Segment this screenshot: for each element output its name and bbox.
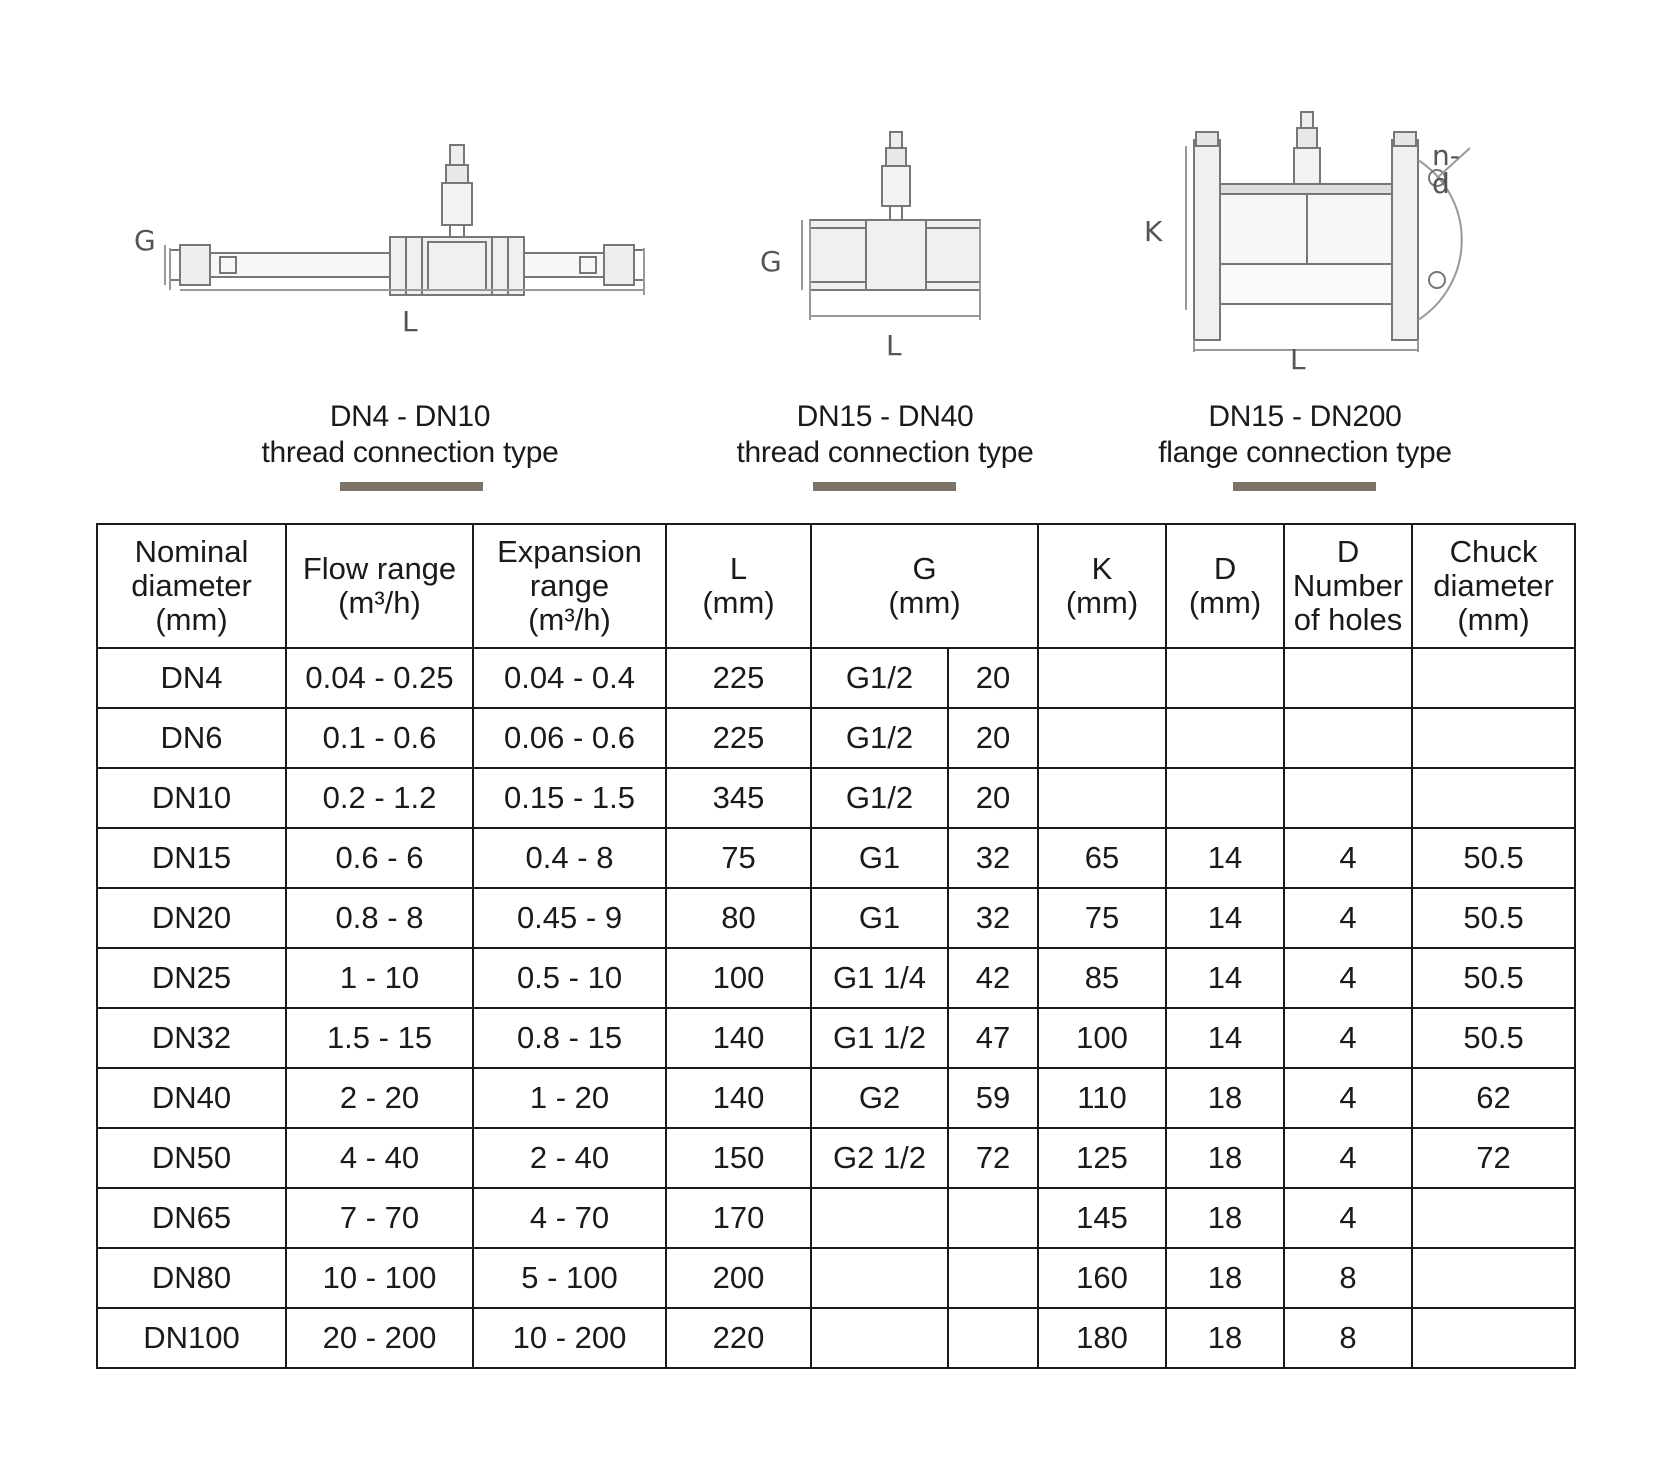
table-row bbox=[97, 648, 1575, 708]
caption-connection-type: flange connection type bbox=[1158, 436, 1452, 469]
cell-number-of-holes: 4 bbox=[1284, 1008, 1412, 1068]
cell-expansion-range: 0.5 - 10 bbox=[473, 948, 666, 1008]
header-nominal-diameter: Nominal diameter (mm) bbox=[97, 524, 286, 648]
cell-length: 200 bbox=[666, 1248, 811, 1308]
cell-thread-mm: 20 bbox=[948, 648, 1038, 708]
cell-nominal-diameter: DN25 bbox=[97, 948, 286, 1008]
cell-k: 145 bbox=[1038, 1188, 1166, 1248]
table-row bbox=[97, 1128, 1575, 1188]
cell-d: 18 bbox=[1166, 1248, 1284, 1308]
header-k: K (mm) bbox=[1038, 524, 1166, 648]
cell-chuck-diameter bbox=[1412, 708, 1575, 768]
cell-number-of-holes: 4 bbox=[1284, 1068, 1412, 1128]
table-row bbox=[97, 1008, 1575, 1068]
cell-thread-mm: 72 bbox=[948, 1128, 1038, 1188]
cell-thread-mm: 20 bbox=[948, 708, 1038, 768]
header-number-of-holes: D Number of holes bbox=[1284, 524, 1412, 648]
cell-flow-range: 1.5 - 15 bbox=[286, 1008, 473, 1068]
cell-k: 180 bbox=[1038, 1308, 1166, 1368]
cell-length: 80 bbox=[666, 888, 811, 948]
cell-nominal-diameter: DN6 bbox=[97, 708, 286, 768]
dimension-l-label: L bbox=[402, 305, 418, 338]
specification-table bbox=[96, 523, 1576, 1369]
cell-flow-range: 0.04 - 0.25 bbox=[286, 648, 473, 708]
cell-thread-mm: 42 bbox=[948, 948, 1038, 1008]
cell-expansion-range: 1 - 20 bbox=[473, 1068, 666, 1128]
cell-expansion-range: 0.45 - 9 bbox=[473, 888, 666, 948]
cell-number-of-holes: 8 bbox=[1284, 1308, 1412, 1368]
cell-k: 75 bbox=[1038, 888, 1166, 948]
cell-d: 14 bbox=[1166, 948, 1284, 1008]
dimension-g-label: G bbox=[134, 224, 156, 257]
cell-k bbox=[1038, 708, 1166, 768]
cell-expansion-range: 2 - 40 bbox=[473, 1128, 666, 1188]
cell-chuck-diameter: 50.5 bbox=[1412, 828, 1575, 888]
caption-dn15-dn200 bbox=[1115, 399, 1495, 471]
cell-thread-size: G1/2 bbox=[811, 768, 948, 828]
thread-meter-short-drawing bbox=[750, 120, 1010, 360]
table-row bbox=[97, 948, 1575, 1008]
cell-d: 14 bbox=[1166, 828, 1284, 888]
cell-k: 85 bbox=[1038, 948, 1166, 1008]
dimension-l-label: L bbox=[886, 329, 902, 362]
cell-expansion-range: 0.8 - 15 bbox=[473, 1008, 666, 1068]
dimension-g-label: G bbox=[760, 245, 782, 278]
cell-flow-range: 0.1 - 0.6 bbox=[286, 708, 473, 768]
cell-chuck-diameter bbox=[1412, 648, 1575, 708]
cell-flow-range: 10 - 100 bbox=[286, 1248, 473, 1308]
header-d: D (mm) bbox=[1166, 524, 1284, 648]
header-expansion-range: Expansion range (m³/h) bbox=[473, 524, 666, 648]
cell-chuck-diameter bbox=[1412, 1188, 1575, 1248]
caption-connection-type: thread connection type bbox=[261, 436, 559, 469]
header-flow-range: Flow range (m³/h) bbox=[286, 524, 473, 648]
cell-nominal-diameter: DN20 bbox=[97, 888, 286, 948]
table-row bbox=[97, 768, 1575, 828]
cell-thread-mm: 32 bbox=[948, 888, 1038, 948]
table-row bbox=[97, 1068, 1575, 1128]
table-row bbox=[97, 888, 1575, 948]
cell-thread-size: G1 bbox=[811, 828, 948, 888]
caption-size-range: DN15 - DN40 bbox=[796, 400, 974, 433]
cell-d: 14 bbox=[1166, 1008, 1284, 1068]
cell-nominal-diameter: DN15 bbox=[97, 828, 286, 888]
diagram-dn4-dn10 bbox=[130, 130, 670, 360]
cell-nominal-diameter: DN32 bbox=[97, 1008, 286, 1068]
cell-length: 140 bbox=[666, 1008, 811, 1068]
cell-d bbox=[1166, 648, 1284, 708]
thread-meter-long-drawing bbox=[130, 130, 670, 360]
cell-k: 125 bbox=[1038, 1128, 1166, 1188]
cell-number-of-holes bbox=[1284, 648, 1412, 708]
cell-thread-mm: 20 bbox=[948, 768, 1038, 828]
table-body bbox=[97, 648, 1575, 1368]
cell-thread-size: G2 bbox=[811, 1068, 948, 1128]
cell-nominal-diameter: DN65 bbox=[97, 1188, 286, 1248]
cell-flow-range: 20 - 200 bbox=[286, 1308, 473, 1368]
header-chuck-diameter: Chuck diameter (mm) bbox=[1412, 524, 1575, 648]
cell-d bbox=[1166, 768, 1284, 828]
cell-chuck-diameter: 62 bbox=[1412, 1068, 1575, 1128]
cell-chuck-diameter: 50.5 bbox=[1412, 1008, 1575, 1068]
cell-nominal-diameter: DN50 bbox=[97, 1128, 286, 1188]
header-thread-g: G (mm) bbox=[811, 524, 1038, 648]
cell-thread-size: G1 1/2 bbox=[811, 1008, 948, 1068]
caption-connection-type: thread connection type bbox=[736, 436, 1034, 469]
cell-thread-size: G1 1/4 bbox=[811, 948, 948, 1008]
caption-underline bbox=[1233, 482, 1376, 491]
cell-nominal-diameter: DN40 bbox=[97, 1068, 286, 1128]
cell-number-of-holes: 4 bbox=[1284, 1128, 1412, 1188]
cell-chuck-diameter: 50.5 bbox=[1412, 948, 1575, 1008]
cell-number-of-holes: 4 bbox=[1284, 948, 1412, 1008]
cell-length: 100 bbox=[666, 948, 811, 1008]
cell-thread-mm: 59 bbox=[948, 1068, 1038, 1128]
cell-d: 18 bbox=[1166, 1068, 1284, 1128]
cell-thread-mm bbox=[948, 1248, 1038, 1308]
cell-flow-range: 0.6 - 6 bbox=[286, 828, 473, 888]
cell-thread-mm bbox=[948, 1188, 1038, 1248]
dimension-nd-label: n-d bbox=[1432, 139, 1460, 200]
cell-expansion-range: 0.04 - 0.4 bbox=[473, 648, 666, 708]
cell-number-of-holes: 4 bbox=[1284, 1188, 1412, 1248]
cell-k: 110 bbox=[1038, 1068, 1166, 1128]
cell-d: 18 bbox=[1166, 1308, 1284, 1368]
cell-length: 225 bbox=[666, 648, 811, 708]
cell-length: 345 bbox=[666, 768, 811, 828]
cell-thread-size bbox=[811, 1308, 948, 1368]
cell-d: 18 bbox=[1166, 1128, 1284, 1188]
cell-chuck-diameter: 72 bbox=[1412, 1128, 1575, 1188]
cell-length: 140 bbox=[666, 1068, 811, 1128]
caption-dn4-dn10 bbox=[220, 399, 600, 471]
cell-flow-range: 1 - 10 bbox=[286, 948, 473, 1008]
cell-length: 220 bbox=[666, 1308, 811, 1368]
cell-k bbox=[1038, 648, 1166, 708]
cell-chuck-diameter bbox=[1412, 1308, 1575, 1368]
cell-thread-size: G1/2 bbox=[811, 648, 948, 708]
cell-nominal-diameter: DN4 bbox=[97, 648, 286, 708]
cell-expansion-range: 10 - 200 bbox=[473, 1308, 666, 1368]
cell-k: 100 bbox=[1038, 1008, 1166, 1068]
header-length: L (mm) bbox=[666, 524, 811, 648]
caption-size-range: DN4 - DN10 bbox=[329, 400, 491, 433]
cell-d: 14 bbox=[1166, 888, 1284, 948]
cell-flow-range: 2 - 20 bbox=[286, 1068, 473, 1128]
cell-chuck-diameter bbox=[1412, 768, 1575, 828]
cell-flow-range: 0.2 - 1.2 bbox=[286, 768, 473, 828]
cell-number-of-holes bbox=[1284, 708, 1412, 768]
cell-expansion-range: 4 - 70 bbox=[473, 1188, 666, 1248]
cell-chuck-diameter: 50.5 bbox=[1412, 888, 1575, 948]
cell-thread-mm bbox=[948, 1308, 1038, 1368]
cell-length: 225 bbox=[666, 708, 811, 768]
cell-d: 18 bbox=[1166, 1188, 1284, 1248]
caption-underline bbox=[813, 482, 956, 491]
cell-k: 160 bbox=[1038, 1248, 1166, 1308]
cell-thread-size: G1 bbox=[811, 888, 948, 948]
cell-flow-range: 7 - 70 bbox=[286, 1188, 473, 1248]
cell-expansion-range: 0.4 - 8 bbox=[473, 828, 666, 888]
cell-flow-range: 0.8 - 8 bbox=[286, 888, 473, 948]
cell-number-of-holes: 4 bbox=[1284, 828, 1412, 888]
cell-number-of-holes: 4 bbox=[1284, 888, 1412, 948]
cell-thread-size bbox=[811, 1188, 948, 1248]
cell-expansion-range: 0.06 - 0.6 bbox=[473, 708, 666, 768]
dimension-k-label: K bbox=[1144, 215, 1163, 248]
cell-k: 65 bbox=[1038, 828, 1166, 888]
cell-expansion-range: 5 - 100 bbox=[473, 1248, 666, 1308]
cell-d bbox=[1166, 708, 1284, 768]
table-row bbox=[97, 1308, 1575, 1368]
cell-nominal-diameter: DN10 bbox=[97, 768, 286, 828]
table-header-row bbox=[97, 524, 1575, 648]
table-row bbox=[97, 1188, 1575, 1248]
table-row bbox=[97, 828, 1575, 888]
caption-size-range: DN15 - DN200 bbox=[1208, 400, 1402, 433]
cell-k bbox=[1038, 768, 1166, 828]
flange-meter-drawing bbox=[1140, 100, 1470, 370]
cell-expansion-range: 0.15 - 1.5 bbox=[473, 768, 666, 828]
cell-thread-size: G2 1/2 bbox=[811, 1128, 948, 1188]
table-row bbox=[97, 1248, 1575, 1308]
cell-nominal-diameter: DN80 bbox=[97, 1248, 286, 1308]
cell-thread-mm: 32 bbox=[948, 828, 1038, 888]
cell-number-of-holes: 8 bbox=[1284, 1248, 1412, 1308]
cell-nominal-diameter: DN100 bbox=[97, 1308, 286, 1368]
cell-thread-size bbox=[811, 1248, 948, 1308]
cell-number-of-holes bbox=[1284, 768, 1412, 828]
cell-length: 170 bbox=[666, 1188, 811, 1248]
table-row bbox=[97, 708, 1575, 768]
cell-length: 75 bbox=[666, 828, 811, 888]
diagram-dn15-dn40 bbox=[750, 120, 1010, 360]
dimension-l-label: L bbox=[1290, 343, 1306, 376]
cell-flow-range: 4 - 40 bbox=[286, 1128, 473, 1188]
diagram-dn15-dn200 bbox=[1140, 100, 1470, 376]
cell-thread-size: G1/2 bbox=[811, 708, 948, 768]
caption-underline bbox=[340, 482, 483, 491]
caption-dn15-dn40 bbox=[695, 399, 1075, 471]
cell-chuck-diameter bbox=[1412, 1248, 1575, 1308]
cell-length: 150 bbox=[666, 1128, 811, 1188]
cell-thread-mm: 47 bbox=[948, 1008, 1038, 1068]
